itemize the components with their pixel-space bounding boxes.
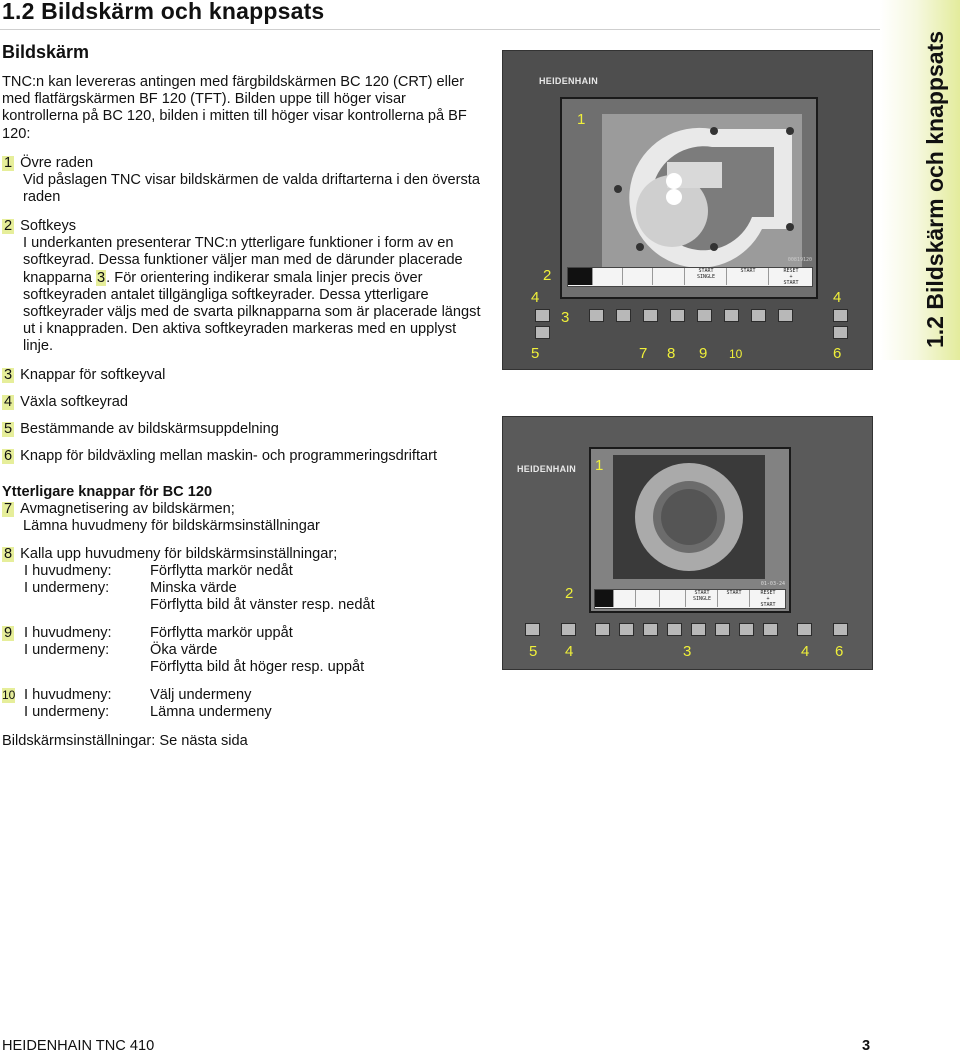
callout-label: 9 (699, 345, 708, 362)
section-heading: Bildskärm (2, 42, 90, 62)
key8-item: 8 Kalla upp huvudmeny för bildskärmsinställningar; (4, 546, 338, 562)
item-number: 2 (4, 218, 13, 234)
softkey-button (751, 309, 766, 322)
item-title: Växla softkeyrad (20, 394, 129, 410)
screen-switch-key (833, 326, 848, 339)
softkey-button (667, 623, 682, 636)
ident-text: 00819120 (787, 257, 812, 263)
footer-left: HEIDENHAIN TNC 410 (2, 1038, 155, 1054)
item-number: 4 (4, 394, 13, 410)
brand-logo: HEIDENHAIN (517, 464, 577, 474)
callout-label: 2 (543, 267, 552, 284)
item-number: 8 (4, 546, 13, 562)
softkey (661, 590, 686, 607)
workpiece-graphic (591, 449, 789, 611)
list-item (2, 367, 482, 384)
list-item (2, 421, 482, 438)
softkey: RESET + START (770, 268, 812, 285)
item-description: Vid påslagen TNC visar bildskärmen de valda driftarterna i den översta raden (23, 172, 480, 206)
callout-label: 1 (577, 111, 586, 128)
softkey: START SINGLE (686, 268, 727, 285)
item-title: Softkeys (20, 218, 77, 234)
side-tab-label: 1.2 Bildskärm och knappsats (922, 30, 948, 348)
screen-switch-key (833, 623, 848, 636)
arrow-key (535, 309, 550, 322)
softkey: RESET + START (751, 590, 785, 607)
callout-label: 5 (529, 643, 538, 660)
page-number: 3 (862, 1038, 871, 1054)
softkey-row (567, 267, 813, 287)
item-title: Knappar för softkeyval (20, 367, 166, 383)
bc120-heading: Ytterligare knappar för BC 120 (2, 484, 213, 500)
softkey-button (724, 309, 739, 322)
item-title: Bestämmande av bildskärmsuppdelning (20, 421, 279, 437)
softkey (654, 268, 685, 285)
callout-label: 8 (667, 345, 676, 362)
monitor-screen (560, 97, 818, 299)
softkey-button (778, 309, 793, 322)
item-title: Övre raden (20, 155, 94, 171)
ident-text: 01-03-24 (760, 581, 785, 587)
brand-logo: HEIDENHAIN (539, 76, 599, 86)
item-number: 1 (4, 155, 13, 171)
split-screen-key (535, 326, 550, 339)
key7-item: 7 Avmagnetisering av bildskärmen; Lämna huvudmeny för bildskärmsinställningar (4, 501, 320, 535)
item-title: Knapp för bildväxling mellan maskin- och programmeringsdriftart (20, 448, 438, 464)
key9-row: I huvudmeny: Förflytta markör uppåt (24, 625, 293, 641)
softkey: START (719, 590, 750, 607)
callout-label: 10 (729, 347, 743, 361)
item-number: 7 (4, 501, 13, 517)
softkey-button (739, 623, 754, 636)
softkey-button (643, 309, 658, 322)
softkey (624, 268, 653, 285)
key8-row: I undermeny: Minska värde (24, 580, 237, 596)
softkey-button (619, 623, 634, 636)
softkey-button (670, 309, 685, 322)
arrow-key (561, 623, 576, 636)
softkey-button (643, 623, 658, 636)
callout-label: 3 (683, 643, 692, 660)
callout-label: 1 (595, 457, 604, 474)
softkey (595, 590, 614, 607)
page-title: 1.2 Bildskärm och knappsats (2, 0, 325, 24)
list-item (2, 155, 482, 207)
softkey-button (691, 623, 706, 636)
softkey (615, 590, 636, 607)
softkey (637, 590, 660, 607)
item-number: 6 (4, 448, 13, 464)
bc120-monitor-figure (502, 50, 873, 370)
softkey-button (697, 309, 712, 322)
item-description: I underkanten presenterar TNC:n ytterligare funktioner i form av en softkeyrad. Dessa funktioner väljer man med de därunder placerade knapparna 3. För orientering indikerar smala linjer precis över softkeyraden antalet tillgängliga softkeyrader. Dessa ytterligare softkeyrader väljs med de svarta pilknapparna som är placerade längst ut i knappraden. Den aktiva softkeyraden markeras med en upplyst linje. (23, 235, 481, 355)
key9-row: I undermeny: Öka värde (24, 642, 218, 658)
callout-label: 4 (565, 643, 574, 660)
key10-row: I undermeny: Lämna undermeny (24, 704, 272, 720)
key8-row: I huvudmeny: Förflytta markör nedåt (24, 563, 293, 579)
softkey-button (589, 309, 604, 322)
monitor-screen (589, 447, 791, 613)
page-header (0, 0, 880, 30)
side-tab (880, 0, 960, 360)
list-item (2, 394, 482, 411)
softkey: START (728, 268, 769, 285)
arrow-key (797, 623, 812, 636)
callout-label: 5 (531, 345, 540, 362)
settings-note: Bildskärmsinställningar: Se nästa sida (2, 733, 248, 749)
softkey (568, 268, 593, 285)
callout-label: 7 (639, 345, 648, 362)
item-ref: 3 (97, 269, 106, 286)
callout-label: 3 (561, 309, 570, 326)
list-item (2, 448, 482, 465)
header-rule (0, 29, 880, 30)
softkey-button (763, 623, 778, 636)
softkey-row (594, 589, 786, 609)
callout-label: 4 (531, 289, 540, 306)
softkey: START SINGLE (687, 590, 718, 607)
key10-row: I huvudmeny: Välj undermeny (24, 687, 252, 703)
list-item (2, 218, 482, 356)
softkey-button (616, 309, 631, 322)
item-number: 3 (4, 367, 13, 383)
softkey-button (715, 623, 730, 636)
callout-label: 4 (801, 643, 810, 660)
softkey-button (595, 623, 610, 636)
arrow-key (833, 309, 848, 322)
softkey (594, 268, 623, 285)
item-number: 10 (2, 688, 16, 702)
callout-label: 6 (835, 643, 844, 660)
item-number: 9 (4, 625, 13, 641)
callout-label: 2 (565, 585, 574, 602)
callout-label: 6 (833, 345, 842, 362)
intro-paragraph: TNC:n kan levereras antingen med färgbildskärmen BC 120 (CRT) eller med flatfärgskärmen BF 120 (TFT). Bilden uppe till höger visar kontrollerna på BC 120, bilden i mitten till höger visar kontrollerna på BF 120: (2, 74, 467, 142)
split-screen-key (525, 623, 540, 636)
bf120-monitor-figure (502, 416, 873, 670)
item-number: 5 (4, 421, 13, 437)
callout-label: 4 (833, 289, 842, 306)
